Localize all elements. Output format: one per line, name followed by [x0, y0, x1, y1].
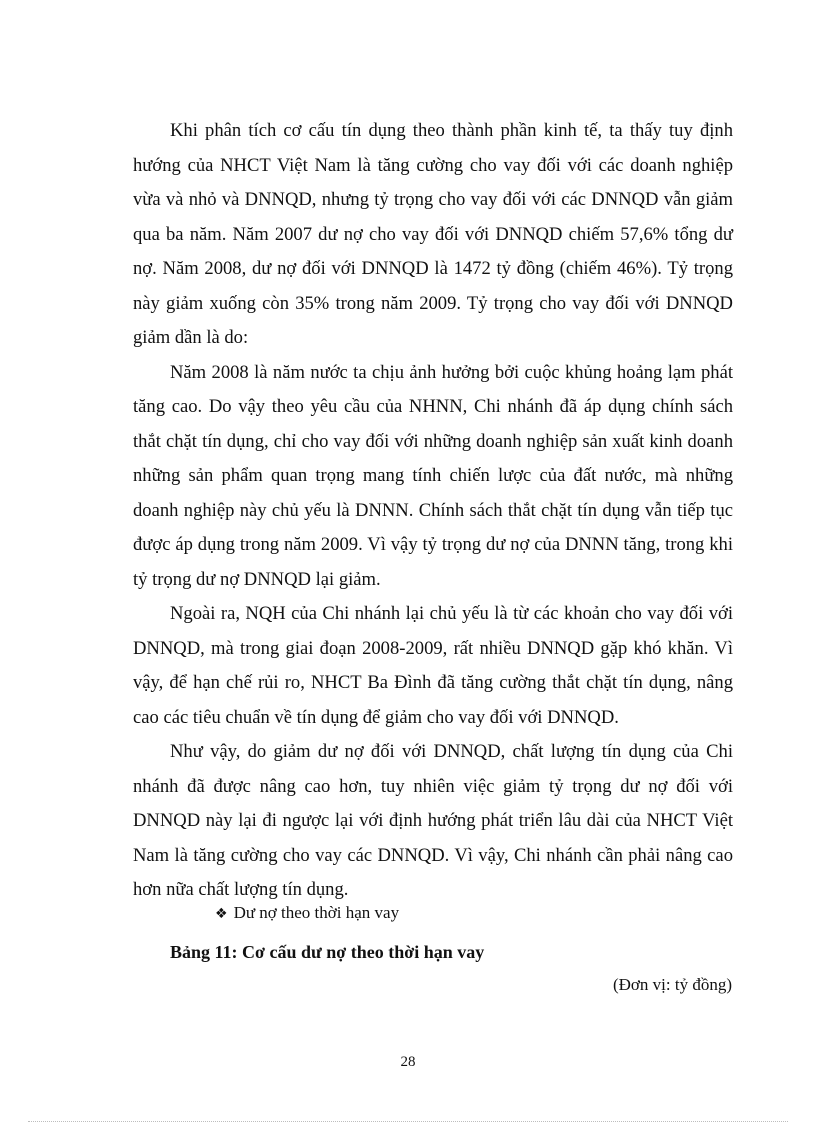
section-bullet	[215, 901, 399, 926]
section-bullet-label: Dư nợ theo thời hạn vay	[233, 903, 400, 922]
paragraph-overdue-debt: Ngoài ra, NQH của Chi nhánh lại chủ yếu là từ các khoản cho vay đối với DNNQD, mà trong giai đoạn 2008-2009, rất nhiều DNNQD gặp khó khăn. Vì vậy, để hạn chế rủi ro, NHCT Ba Đình đã tăng cường thắt chặt tín dụng, nâng cao các tiêu chuẩn về tín dụng để giảm cho vay đối với DNNQD.	[133, 603, 733, 728]
diamond-bullet-icon: ❖	[215, 906, 228, 922]
paragraph-inflation-2008: Năm 2008 là năm nước ta chịu ảnh hưởng bởi cuộc khủng hoảng lạm phát tăng cao. Do vậy theo yêu cầu của NHNN, Chi nhánh đã áp dụng chính sách thắt chặt tín dụng, chỉ cho vay đối với những doanh nghiệp sản xuất kinh doanh những sản phẩm quan trọng mang tính chiến lược của đất nước, mà những doanh nghiệp này chủ yếu là DNNN. Chính sách thắt chặt tín dụng vẫn tiếp tục được áp dụng trong năm 2009. Vì vậy tỷ trọng dư nợ của DNNN tăng, trong khi tỷ trọng dư nợ DNNQD lại giảm.	[133, 361, 733, 590]
page-edge-divider	[28, 1121, 788, 1122]
unit-note: (Đơn vị: tỷ đồng)	[612, 975, 732, 994]
paragraph-conclusion: Như vậy, do giảm dư nợ đối với DNNQD, chất lượng tín dụng của Chi nhánh đã được nâng cao hơn, tuy nhiên việc giảm tỷ trọng dư nợ đối với DNNQD này lại đi ngược lại với định hướng phát triển lâu dài của NHCT Việt Nam là tăng cường cho vay các DNNQD. Vì vậy, Chi nhánh cần phải nâng cao hơn nữa chất lượng tín dụng.	[133, 741, 733, 900]
paragraph-credit-structure: Khi phân tích cơ cấu tín dụng theo thành phần kinh tế, ta thấy tuy định hướng của NHCT Việt Nam là tăng cường cho vay đối với các doanh nghiệp vừa và nhỏ và DNNQD, nhưng tỷ trọng cho vay đối với các DNNQD vẫn giảm qua ba năm. Năm 2007 dư nợ cho vay đối với DNNQD chiếm 57,6% tổng dư nợ. Năm 2008, dư nợ đối với DNNQD là 1472 tỷ đồng (chiếm 46%). Tỷ trọng này giảm xuống còn 35% trong năm 2009. Tỷ trọng cho vay đối với DNNQD giảm dần là do:	[133, 120, 733, 348]
page-number: 28	[400, 1054, 416, 1070]
table-title: Bảng 11: Cơ cấu dư nợ theo thời hạn vay	[170, 942, 485, 962]
body-text	[133, 114, 733, 908]
